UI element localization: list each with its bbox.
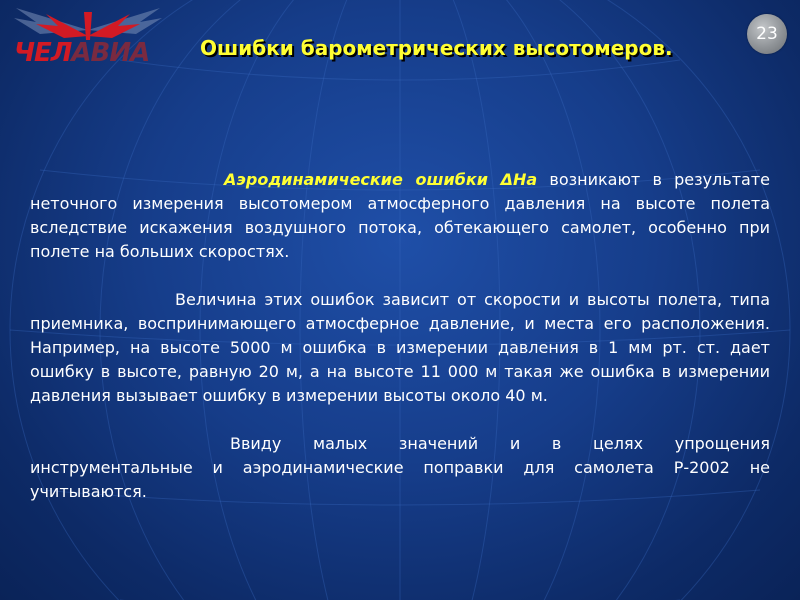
logo-text-part2: АВИА xyxy=(71,38,150,68)
company-logo xyxy=(6,0,171,100)
paragraph-1-term: Аэродинамические ошибки ΔНа xyxy=(224,170,538,189)
slide-title: Ошибки барометрических высотомеров. xyxy=(200,36,673,60)
paragraph-3: Ввиду малых значений и в целях упрощения инструментальные и аэродинамические поправки для самолета Р-2002 не учитываются. xyxy=(30,434,770,501)
paragraph-1-text: возникают в результате неточного измерения высотомером атмосферного давления на высоте полета вследствие искажения воздушного потока, обтекающего самолет, особенно при полете на больших скоростях. xyxy=(30,170,770,261)
slide-number-badge: 23 xyxy=(747,14,787,54)
paragraph-1 xyxy=(30,168,770,264)
slide-body xyxy=(30,168,770,528)
paragraph-2: Величина этих ошибок зависит от скорости и высоты полета, типа приемника, воспринимающего атмосферное давление, и места его расположения. Например, на высоте 5000 м ошибка в измерении давления в 1 мм рт. ст. дает ошибку в высоте, равную 20 м, а на высоте 11 000 м такая же ошибка в измерении давления вызывает ошибку в измерении высоты около 40 м. xyxy=(30,290,770,405)
logo-text-part1: ЧЕЛ xyxy=(14,38,72,68)
